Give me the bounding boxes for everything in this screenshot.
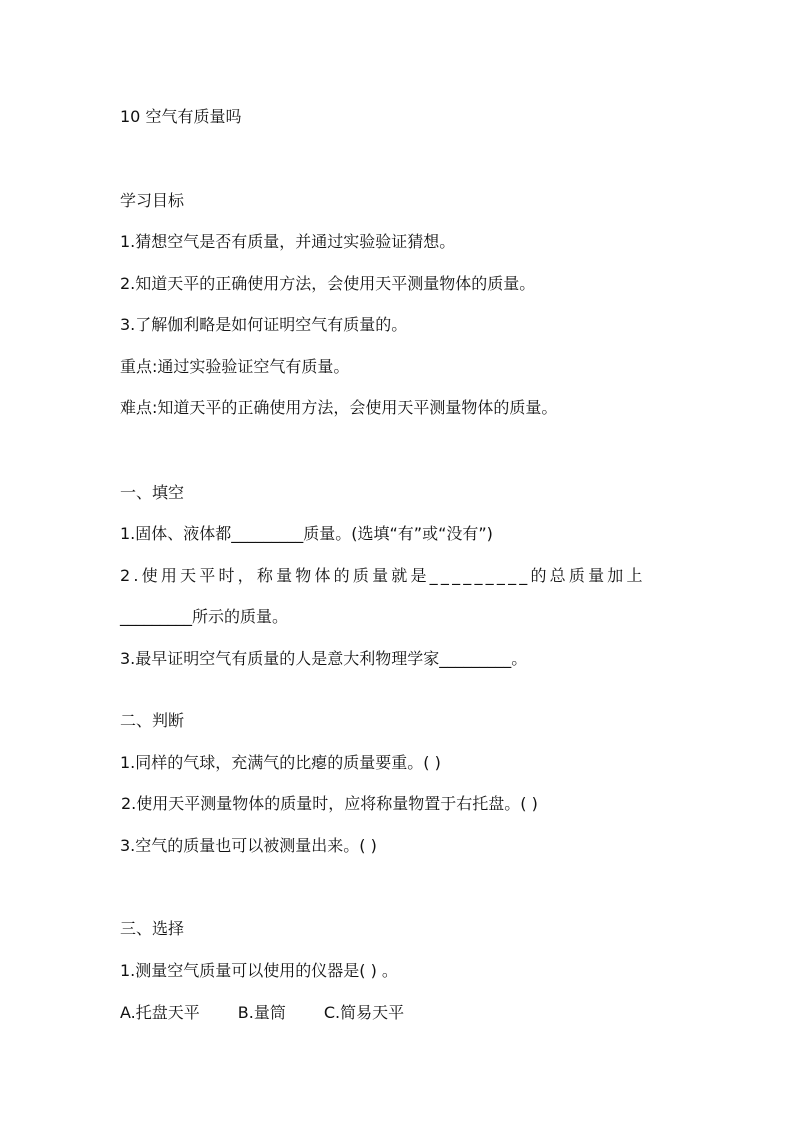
fill-blank-item-2-continued: _________所示的质量。 <box>120 607 289 626</box>
fill-blank-item-1: 1.固体、液体都_________质量。(选填“有”或“没有”) <box>120 524 493 543</box>
choice-options <box>120 1003 404 1023</box>
choice-heading: 三、选择 <box>120 919 185 938</box>
difficult-point: 难点:知道天平的正确使用方法，会使用天平测量物体的质量。 <box>120 398 558 417</box>
judge-item-2: 2.使用天平测量物体的质量时，应将称量物置于右托盘。( ) <box>121 794 538 813</box>
fill-blank-heading: 一、填空 <box>120 483 185 502</box>
judge-item-1: 1.同样的气球，充满气的比瘪的质量要重。( ) <box>120 753 441 772</box>
objectives-heading: 学习目标 <box>120 191 185 210</box>
objective-item-1: 1.猜想空气是否有质量，并通过实验验证猜想。 <box>120 232 456 251</box>
judge-item-3: 3.空气的质量也可以被测量出来。( ) <box>120 836 377 855</box>
objective-item-3: 3.了解伽利略是如何证明空气有质量的。 <box>120 315 408 334</box>
fill-blank-item-2: 2.使用天平时，称量物体的质量就是_________的总质量加上 <box>120 566 646 585</box>
objective-item-2: 2.知道天平的正确使用方法，会使用天平测量物体的质量。 <box>120 274 536 293</box>
document-title: 10 空气有质量吗 <box>120 107 242 126</box>
key-point: 重点:通过实验验证空气有质量。 <box>120 357 350 376</box>
choice-option-b: B.量筒 <box>237 1003 286 1022</box>
judge-heading: 二、判断 <box>120 711 185 730</box>
choice-question-1: 1.测量空气质量可以使用的仪器是( ) 。 <box>120 961 398 980</box>
choice-option-a: A.托盘天平 <box>120 1003 200 1022</box>
choice-option-c: C.简易天平 <box>323 1003 405 1022</box>
fill-blank-item-3: 3.最早证明空气有质量的人是意大利物理学家_________。 <box>120 649 528 668</box>
